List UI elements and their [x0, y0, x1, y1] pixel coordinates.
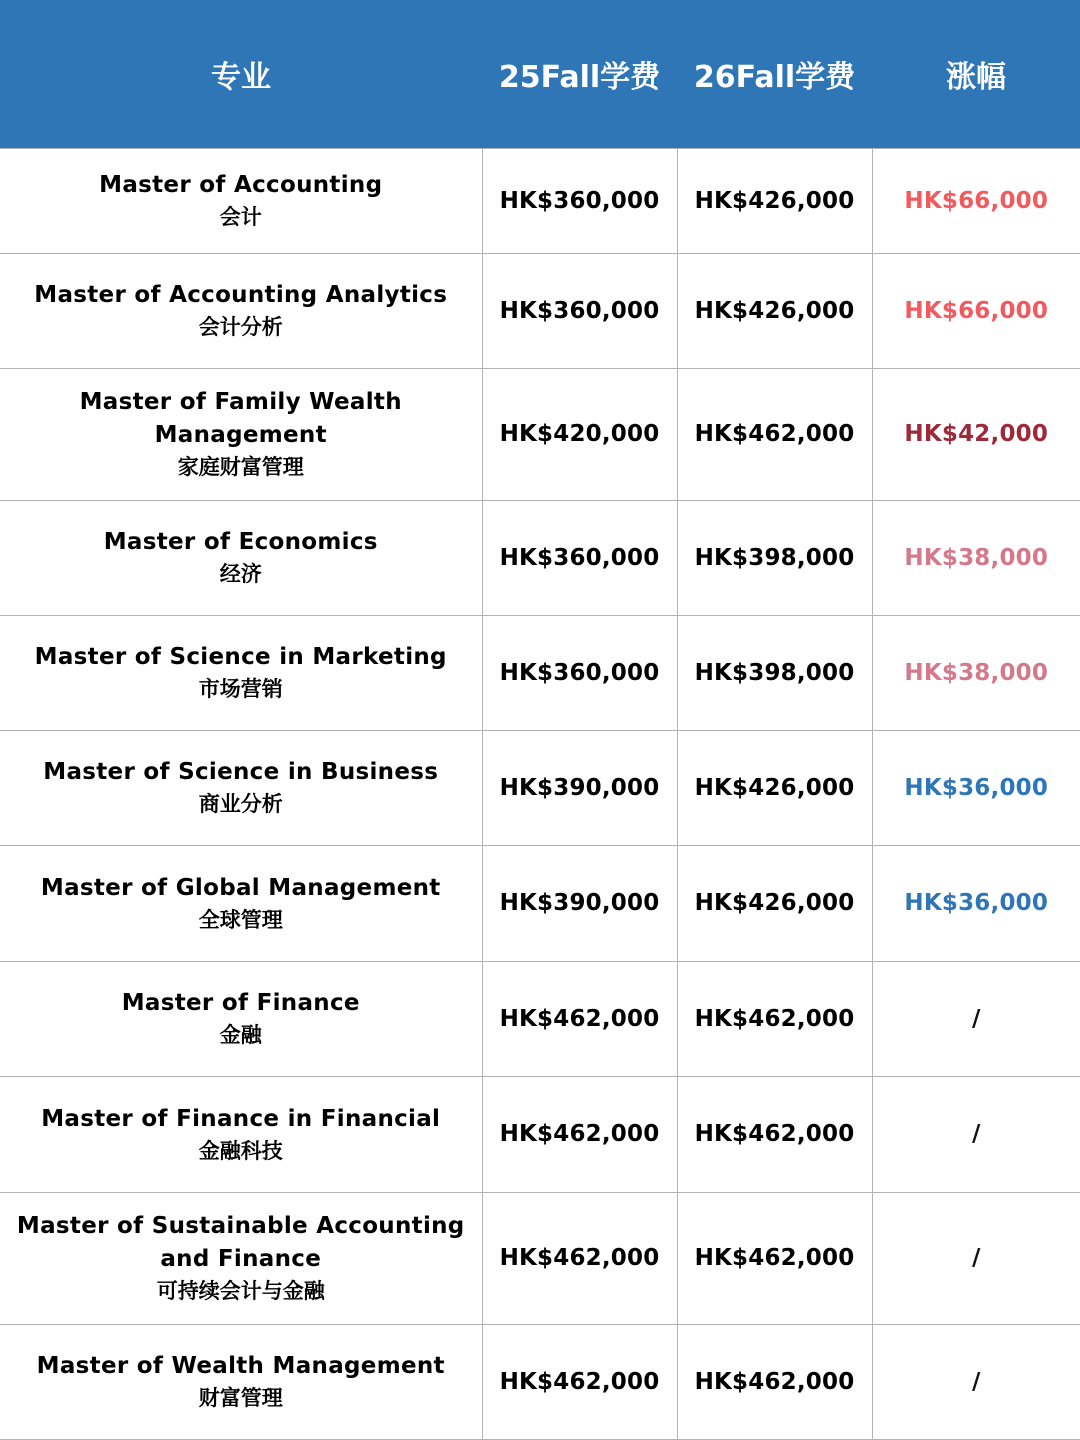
table-row	[0, 500, 1080, 615]
program-cell	[0, 730, 482, 845]
program-name-en: Master of Global Management	[40, 874, 441, 901]
header-row	[0, 0, 1080, 148]
program-name-en: Master of Accounting	[99, 172, 383, 198]
table-row	[0, 961, 1080, 1076]
table-row	[0, 253, 1080, 368]
fee-26fall-cell: HK$398,000	[677, 615, 872, 730]
fee-25fall-cell: HK$360,000	[482, 148, 677, 253]
program-cell	[0, 368, 482, 500]
program-name-zh: 市场营销	[198, 677, 283, 701]
program-name-zh: 经济	[219, 562, 262, 586]
program-name-en: Master of Wealth Management	[36, 1353, 445, 1379]
program-name-zh: 全球管理	[198, 907, 283, 932]
fee-26fall-cell: HK$398,000	[677, 500, 872, 615]
program-cell	[0, 1076, 482, 1192]
increase-cell: HK$38,000	[872, 500, 1080, 615]
increase-cell: HK$66,000	[872, 253, 1080, 368]
table-row	[0, 730, 1080, 845]
program-name-en: Master of Family Wealth Management	[79, 389, 402, 448]
fee-26fall-cell: HK$462,000	[677, 368, 872, 500]
fee-25fall-cell: HK$462,000	[482, 1076, 677, 1192]
program-cell	[0, 615, 482, 730]
fee-25fall-cell: HK$360,000	[482, 615, 677, 730]
program-name-zh: 会计	[219, 205, 262, 229]
program-cell	[0, 148, 482, 253]
program-name-zh: 家庭财富管理	[177, 455, 304, 479]
increase-cell: HK$36,000	[872, 845, 1080, 961]
program-cell	[0, 961, 482, 1076]
table-body	[0, 148, 1080, 1439]
fee-25fall-cell: HK$462,000	[482, 1324, 677, 1439]
program-name-zh: 可持续会计与金融	[156, 1279, 325, 1303]
header-program: 专业	[211, 59, 271, 95]
program-cell	[0, 1324, 482, 1439]
fee-26fall-cell: HK$426,000	[677, 148, 872, 253]
header-fee-25fall: 25Fall学费	[498, 59, 661, 95]
program-name-zh: 会计分析	[198, 315, 283, 339]
program-name-en: Master of Science in Business	[43, 759, 439, 785]
fee-26fall-cell: HK$462,000	[677, 961, 872, 1076]
program-name-en: Master of Finance	[121, 990, 360, 1016]
program-name-en: Master of Economics	[103, 529, 378, 555]
table-row	[0, 1192, 1080, 1324]
program-name-zh: 财富管理	[198, 1386, 283, 1410]
fee-25fall-cell: HK$360,000	[482, 253, 677, 368]
table-row	[0, 148, 1080, 253]
program-name-en: Master of Science in Marketing	[34, 644, 447, 670]
program-cell	[0, 845, 482, 961]
header-fee-26fall: 26Fall学费	[693, 59, 856, 95]
table-row	[0, 1076, 1080, 1192]
increase-cell: HK$66,000	[872, 148, 1080, 253]
fee-26fall-cell: HK$426,000	[677, 253, 872, 368]
fee-26fall-cell: HK$426,000	[677, 845, 872, 961]
fee-25fall-cell: HK$360,000	[482, 500, 677, 615]
program-name-zh: 金融科技	[198, 1138, 283, 1163]
fee-25fall-cell: HK$420,000	[482, 368, 677, 500]
fee-25fall-cell: HK$462,000	[482, 961, 677, 1076]
fee-26fall-cell: HK$462,000	[677, 1324, 872, 1439]
increase-cell: /	[872, 1324, 1080, 1439]
program-name-en: Master of Sustainable Accounting and Finance	[16, 1213, 465, 1272]
program-name-zh: 金融	[219, 1023, 262, 1047]
table-header	[0, 0, 1080, 148]
table-row	[0, 368, 1080, 500]
program-name-en: Master of Accounting Analytics	[34, 282, 448, 308]
increase-cell: /	[872, 1192, 1080, 1324]
increase-cell: HK$36,000	[872, 730, 1080, 845]
header-increase: 涨幅	[946, 59, 1006, 95]
increase-cell: /	[872, 1076, 1080, 1192]
fee-25fall-cell: HK$462,000	[482, 1192, 677, 1324]
program-cell	[0, 500, 482, 615]
increase-cell: HK$38,000	[872, 615, 1080, 730]
increase-cell: /	[872, 961, 1080, 1076]
table-row	[0, 1324, 1080, 1439]
fee-26fall-cell: HK$426,000	[677, 730, 872, 845]
table-row	[0, 615, 1080, 730]
program-name-en: Master of Finance in Financial	[41, 1105, 441, 1132]
program-cell	[0, 1192, 482, 1324]
fee-25fall-cell: HK$390,000	[482, 845, 677, 961]
fee-26fall-cell: HK$462,000	[677, 1076, 872, 1192]
program-cell	[0, 253, 482, 368]
fee-26fall-cell: HK$462,000	[677, 1192, 872, 1324]
fee-25fall-cell: HK$390,000	[482, 730, 677, 845]
increase-cell: HK$42,000	[872, 368, 1080, 500]
program-name-zh: 商业分析	[198, 792, 283, 816]
table-row	[0, 845, 1080, 961]
